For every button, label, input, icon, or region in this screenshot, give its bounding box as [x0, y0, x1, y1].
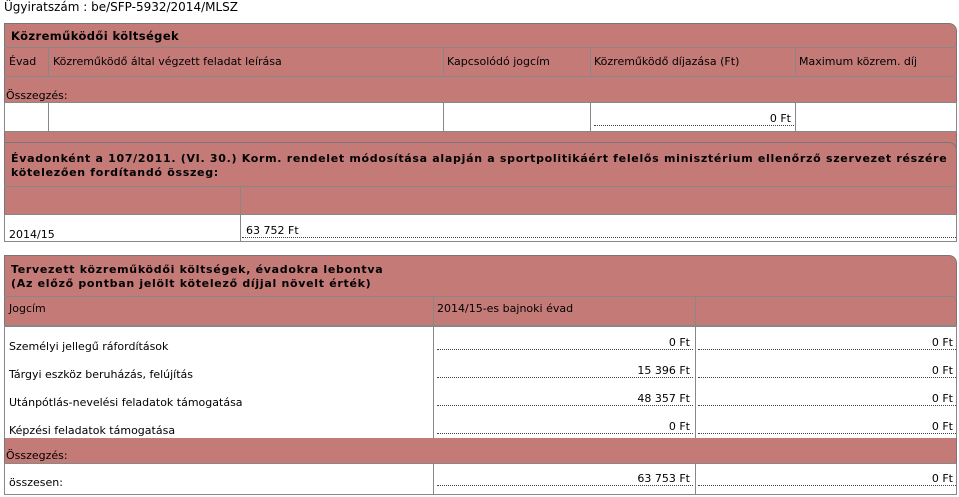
- column-header-season-2014: 2014/15-es bajnoki évad: [437, 302, 574, 315]
- row-max-assets: 0 Ft: [698, 364, 956, 378]
- row-max-training: 0 Ft: [698, 420, 956, 434]
- planned-summary-label: Összegzés:: [6, 449, 68, 462]
- case-number: Ügyiratszám : be/SFP-5932/2014/MLSZ: [4, 0, 238, 14]
- summary-label: Összegzés:: [6, 89, 68, 102]
- season-label: 2014/15: [9, 228, 55, 241]
- column-header-legal-title: Kapcsolódó jogcím: [447, 55, 550, 68]
- row-label-youth: Utánpótlás-nevelési feladatok támogatása: [9, 396, 243, 409]
- column-header-season: Évad: [9, 55, 37, 68]
- row-value-youth: 48 357 Ft: [437, 392, 693, 406]
- summary-fee-value: 0 Ft: [594, 112, 794, 126]
- row-label-training: Képzési feladatok támogatása: [9, 424, 176, 437]
- total-label: összesen:: [9, 476, 63, 489]
- row-max-personnel: 0 Ft: [698, 336, 956, 350]
- section-title: Közreműködői költségek: [11, 29, 180, 43]
- row-label-personnel: Személyi jellegű ráfordítások: [9, 340, 169, 353]
- planned-title-line2: (Az előző pontban jelölt kötelező díjjal növelt érték): [11, 277, 372, 290]
- mandatory-title-line1: Évadonként a 107/2011. (VI. 30.) Korm. rendelet módosítása alapján a sportpolitikáért felelős minisztérium ellenőrző szervezet részére: [11, 152, 948, 165]
- column-header-task: Közreműködő által végzett feladat leírása: [53, 55, 282, 68]
- mandatory-title-line2: kötelezően fordítandó összeg:: [11, 166, 219, 179]
- column-header-jogcim: Jogcím: [9, 302, 46, 315]
- total-max: 0 Ft: [698, 472, 956, 486]
- total-value: 63 753 Ft: [437, 472, 693, 486]
- column-header-fee: Közreműködő díjazása (Ft): [594, 55, 740, 68]
- row-value-personnel: 0 Ft: [437, 336, 693, 350]
- row-max-youth: 0 Ft: [698, 392, 956, 406]
- row-label-assets: Tárgyi eszköz beruházás, felújítás: [9, 368, 194, 381]
- row-value-assets: 15 396 Ft: [437, 364, 693, 378]
- row-value-training: 0 Ft: [437, 420, 693, 434]
- column-header-max-fee: Maximum közrem. díj: [799, 55, 918, 68]
- planned-title-line1: Tervezett közreműködői költségek, évadokra lebontva: [11, 263, 384, 276]
- mandatory-amount-value: 63 752 Ft: [242, 224, 956, 238]
